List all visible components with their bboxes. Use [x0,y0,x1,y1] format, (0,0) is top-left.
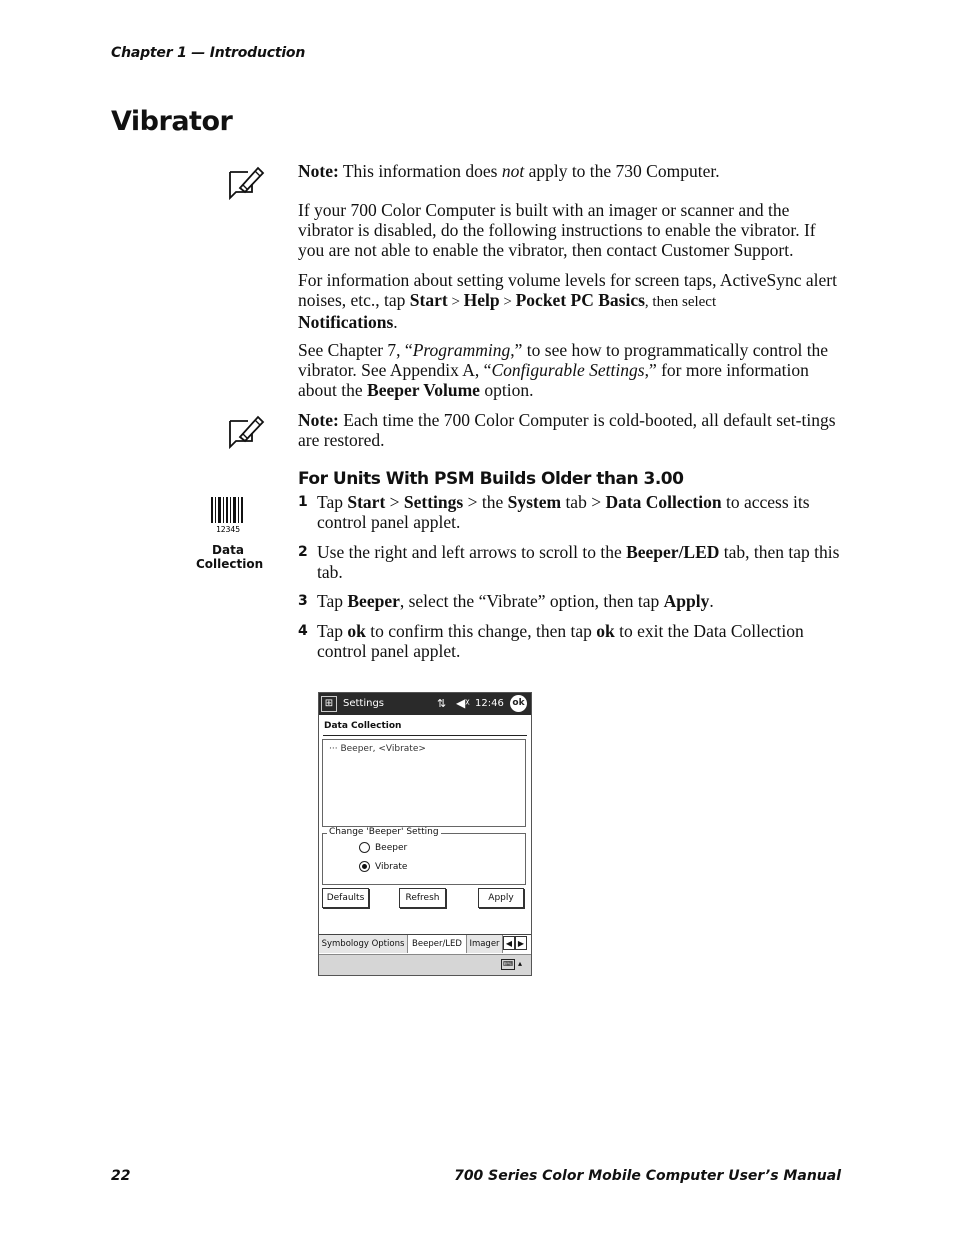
text: , then select [644,294,717,310]
note-cold-boot [298,410,846,450]
radio-vibrate[interactable] [359,861,370,872]
menu-start: Start [409,290,448,310]
text: Tap [317,591,348,611]
text: option. [479,380,534,400]
step-3 [298,591,846,611]
device-screenshot [318,692,532,976]
step-number: 4 [298,623,308,639]
step-number: 2 [298,544,308,560]
change-setting-group [322,827,526,885]
menu-pocket-pc-basics: Pocket PC Basics [515,290,645,310]
windows-start-icon[interactable]: ⊞ [321,696,337,712]
tab-scroll-arrows [503,936,530,951]
keyboard-icon[interactable]: ⌨ [502,960,514,968]
data-collection-label [196,543,264,571]
step-4 [298,621,846,661]
text: tab > [561,492,606,512]
apply-button[interactable]: Apply [478,888,524,908]
tab-beeper-led[interactable]: Beeper/LED [408,935,467,953]
chapter-reference: Programming [412,340,511,360]
text: . [393,312,398,332]
radio-label: Beeper [375,843,408,853]
step-1 [298,492,846,532]
ui-term: System [507,492,562,512]
panel-title: Data Collection [324,721,402,731]
text: See Chapter 7, “ [298,340,413,360]
note-label: Note: [298,410,339,430]
radio-label: Vibrate [375,862,408,872]
step-number: 3 [298,593,308,609]
device-title-bar [319,693,531,715]
text: ,” for more information about the [298,360,809,400]
ui-term: Start [347,492,386,512]
text: Use the right and left arrows to scroll to the [317,542,627,562]
defaults-button[interactable]: Defaults [322,888,369,908]
menu-notifications: Notifications [298,312,394,332]
note-label: Note: [298,161,339,181]
text: > the [463,492,508,512]
text: For information about setting volume levels for screen taps, ActiveSync alert noises, etc., tap [298,270,837,310]
text: tab, then tap this tab. [317,542,840,582]
ui-term: ok [347,621,366,641]
tree-item-beeper[interactable]: ··· Beeper, <Vibrate> [329,744,426,754]
ok-button[interactable]: ok [510,695,527,712]
text: to confirm this change, then tap [365,621,597,641]
settings-tree[interactable] [322,739,526,827]
intro-paragraph: If your 700 Color Computer is built with an imager or scanner and the vibrator is disabled, do the following instructions to enable the vibrator. If you are not able to enable the vibrator, then contact Customer Support. [298,200,816,260]
radio-row-vibrate[interactable] [359,861,407,872]
radio-beeper[interactable] [359,842,370,853]
section-heading: For Units With PSM Builds Older than 3.00 [298,469,684,489]
sync-signal-icon[interactable]: ⇅ [437,697,447,710]
ui-term: Data Collection [605,492,722,512]
barcode-digits: 12345 [215,525,241,534]
tab-imager[interactable]: Imager [467,935,503,953]
device-clock[interactable]: 12:46 [475,698,504,709]
menu-help: Help [463,290,500,310]
volume-icon[interactable]: ◀ᵡ [456,696,470,710]
note-text: apply to the 730 Computer. [524,161,720,181]
text: Tap [317,621,348,641]
label-line: Data [212,543,244,557]
barcode-icon [208,494,248,534]
running-header: Chapter 1 — Introduction [111,45,306,61]
input-caret-icon[interactable]: ▴ [518,959,523,968]
device-menu-bar [319,954,531,976]
text: Tap [317,492,348,512]
ui-term: Apply [663,591,710,611]
option-beeper-volume: Beeper Volume [367,380,480,400]
references-paragraph [298,340,846,400]
note-text: This information does [338,161,502,181]
separator: > [499,294,516,310]
ui-term: Beeper/LED [626,542,720,562]
text: to access its control panel applet. [317,492,810,532]
refresh-button[interactable]: Refresh [399,888,446,908]
text: to exit the Data Collection control panel applet. [317,621,804,661]
footer-manual-title: 700 Series Color Mobile Computer User’s Manual [454,1168,841,1184]
device-title: Settings [343,698,385,709]
note-pencil-icon [226,411,266,451]
note-text: Each time the 700 Color Computer is cold-booted, all default set-tings are restored. [298,410,836,450]
ui-term: Beeper [347,591,400,611]
text: > [385,492,404,512]
text: , select the “Vibrate” option, then tap [399,591,664,611]
ui-term: ok [596,621,615,641]
radio-row-beeper[interactable] [359,842,407,853]
step-number: 1 [298,494,308,510]
separator: > [447,294,464,310]
label-line: Collection [196,557,264,571]
tab-right-arrow-icon[interactable]: ▶ [515,936,527,950]
note-emphasis: not [501,161,525,181]
text: . [709,591,714,611]
note-730 [298,161,846,181]
appendix-reference: Configurable Settings [491,360,645,380]
panel-divider [323,735,527,736]
tab-left-arrow-icon[interactable]: ◀ [503,936,515,950]
group-label: Change 'Beeper' Setting [329,827,439,837]
step-2 [298,542,846,582]
data-collection-icon [196,494,264,571]
page-title: Vibrator [111,106,233,137]
ui-term: Settings [403,492,464,512]
note-pencil-icon [226,162,266,202]
tab-strip [319,934,531,954]
volume-paragraph [298,270,846,332]
page-number: 22 [111,1168,131,1184]
tab-symbology-options[interactable]: Symbology Options [319,935,408,953]
text: ,” to see how to programmatically control the vibrator. See Appendix A, “ [298,340,829,380]
